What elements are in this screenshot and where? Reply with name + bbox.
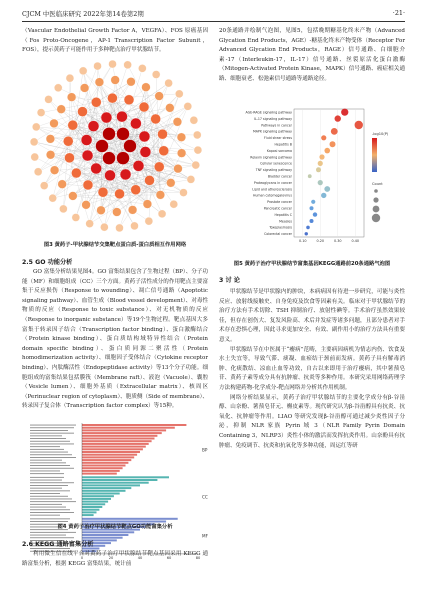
network-node bbox=[37, 109, 45, 117]
section-2-5-heading: 2.5 GO 功能分析 bbox=[22, 259, 73, 266]
network-node bbox=[98, 187, 108, 197]
go-bar bbox=[82, 503, 105, 505]
network-node bbox=[50, 119, 59, 128]
network-node bbox=[103, 127, 116, 140]
go-bar bbox=[82, 531, 134, 533]
go-term-label bbox=[30, 457, 76, 458]
go-term-label bbox=[30, 435, 62, 436]
go-bar bbox=[82, 465, 126, 467]
go-term-label bbox=[30, 446, 60, 447]
go-term-label bbox=[30, 490, 70, 491]
kegg-pathway-label: Human cytomegalovirus bbox=[253, 193, 292, 198]
network-edge bbox=[41, 102, 96, 112]
go-term-label bbox=[30, 449, 64, 450]
network-node bbox=[145, 217, 153, 225]
go-bar bbox=[82, 470, 120, 472]
go-group-label: CC bbox=[202, 494, 208, 500]
network-node bbox=[86, 220, 94, 228]
go-bar bbox=[82, 427, 175, 429]
network-node bbox=[116, 111, 127, 122]
network-node bbox=[175, 90, 183, 98]
go-term-label bbox=[30, 496, 68, 497]
paragraph: GO 富集分析结果见图4。GO 富集结果包含了生物过程（BP）、分子功能（MF）和细胞组成（CC）三个方面。黄药子活性成分的作用靶点主要富集于反应损伤（Response to wounding）、凋亡信号通路（Apoptotic signaling pathway）、血管生成（Blood vessel development）、对毒性物质的反应（Response to toxic substance）、对无机物质的反应（Response to inorganic substance）等19个生物过程。靶点基因大多富集于转录因子结合（Transcription factor binding）、蛋白激酶结合（Protein kinase binding）、蛋白质结构域特异性结合（Protein domain specific binding）、蛋白质同源二聚活性（Protein homodimerization activity）、细胞因子受体结合（Cytokine receptor binding）、内肽酶活性（Endopeptidase activity）等13个分子功能。细胞组成的富集结果包括膜筏（Membrane raft）、液泡（Vacuole）、囊腔（Vesicle lumen）、细胞外基质（Extracellular matrix）、核周区（Perinuclear region of cytoplasm）、胞质侧（Side of membrane）、转录因子复合体（Transcription factor complex）等15种。 bbox=[22, 269, 208, 410]
network-node bbox=[155, 92, 164, 101]
go-term-label bbox=[30, 499, 72, 500]
go-bar bbox=[82, 443, 149, 445]
network-node bbox=[117, 152, 130, 165]
kegg-bubble bbox=[318, 161, 323, 166]
go-term-label bbox=[30, 460, 62, 461]
network-node bbox=[32, 123, 40, 131]
journal-header: CJCM 中医临床研究 2022年第14卷第2期 bbox=[22, 10, 144, 18]
kegg-size-legend-dot bbox=[373, 197, 378, 202]
network-node bbox=[165, 79, 173, 87]
go-bar bbox=[82, 462, 128, 464]
paragraph: 甲状腺结节是甲状腺内的肿块，本病病因有待进一步研究，可能与炎性反应、放射线接触史、自身免疫及饮食等因素有关。临床对于甲状腺结节的治疗方法有手术切除、TSH 抑制治疗、放射性碘等。手术治疗虽然效果较佳，但存在创伤大、复发风险高、术后并发症等诸多问题，且部分患者对手术存在恐惧心理，因此寻求更加安全、有效、副作用小的治疗方法具有重要意义。 bbox=[219, 289, 405, 343]
go-term-label bbox=[30, 444, 74, 445]
kegg-bubble bbox=[324, 148, 330, 154]
network-node bbox=[117, 127, 130, 140]
network-node bbox=[177, 133, 186, 142]
network-node bbox=[159, 146, 169, 156]
network-node bbox=[192, 161, 200, 169]
go-term-label bbox=[30, 473, 64, 474]
go-bar bbox=[82, 446, 146, 448]
kegg-bubble bbox=[321, 135, 326, 140]
kegg-pathway-label: Bladder cancer bbox=[267, 174, 292, 179]
network-node bbox=[158, 210, 166, 218]
network-node bbox=[83, 180, 93, 190]
go-term-label bbox=[30, 532, 76, 533]
network-node bbox=[120, 169, 131, 180]
kegg-pathway-label: Pancreatic cancer bbox=[263, 206, 292, 211]
network-node bbox=[103, 152, 116, 165]
go-group-label: BP bbox=[202, 447, 208, 453]
network-node bbox=[63, 136, 73, 146]
network-node bbox=[30, 138, 38, 146]
go-term-label bbox=[30, 430, 68, 431]
go-bar bbox=[82, 534, 128, 536]
kegg-bubble bbox=[341, 109, 348, 116]
network-node bbox=[45, 95, 53, 103]
go-term-label bbox=[30, 504, 62, 505]
go-term-label bbox=[30, 465, 70, 466]
go-x-tick: 40 bbox=[137, 555, 143, 560]
go-term-label bbox=[30, 482, 74, 483]
go-bar bbox=[82, 456, 134, 458]
go-term-label bbox=[30, 509, 70, 510]
network-node bbox=[88, 121, 99, 132]
network-node bbox=[133, 160, 144, 171]
network-node bbox=[101, 112, 112, 123]
go-bar bbox=[82, 493, 120, 495]
go-term-label bbox=[30, 427, 74, 428]
kegg-pathway-label: Measles bbox=[279, 219, 292, 224]
go-bar bbox=[82, 514, 94, 516]
go-bar bbox=[82, 479, 157, 481]
kegg-color-legend-title: -log10(P) bbox=[372, 132, 389, 136]
kegg-bubble bbox=[305, 232, 308, 235]
page-number: ·21· bbox=[392, 9, 405, 17]
network-node bbox=[131, 185, 141, 195]
go-term-label bbox=[30, 477, 64, 478]
kegg-pathway-label: Prostate cancer bbox=[267, 200, 292, 205]
go-term-label bbox=[30, 425, 76, 426]
kegg-bubble bbox=[330, 141, 336, 147]
go-bar bbox=[82, 495, 114, 497]
go-bar bbox=[82, 482, 149, 484]
kegg-pathway-label: Toxoplasmosis bbox=[269, 225, 292, 230]
network-edge bbox=[110, 175, 171, 182]
paragraph: 利用微生信在线平台对黄药子治疗甲状腺结节靶点基因采用 KEGG 通路富集分析，根据 KEGG 富集结果，统计前 bbox=[22, 551, 208, 567]
network-node bbox=[82, 200, 91, 209]
go-bar bbox=[82, 440, 152, 442]
network-node bbox=[96, 140, 109, 153]
kegg-pathway-label: TNF signaling pathway bbox=[255, 168, 292, 173]
network-node bbox=[57, 105, 66, 114]
network-node bbox=[72, 213, 80, 221]
kegg-x-tick: 0.40 bbox=[351, 239, 360, 243]
kegg-x-tick: 0.20 bbox=[316, 239, 325, 243]
go-bar bbox=[82, 467, 123, 469]
go-bar bbox=[82, 424, 186, 426]
go-term-label bbox=[30, 512, 74, 513]
kegg-pathway-label: Relaxin signaling pathway bbox=[250, 155, 292, 160]
network-node bbox=[95, 78, 104, 87]
network-node bbox=[154, 162, 164, 172]
go-bar bbox=[82, 511, 97, 513]
paragraph: 20条通路并绘制气泡图，见图5，包括晚期糖基化终末产物（Advanced Glycation End Products，AGE）-糖基化终末产物受体（Receptor For Advanced Glycation End Products，RAGE）信号通路、白细胞介素-17（Interleukin-17，IL-17）信号通路、丝裂原活化蛋白激酶（Mitogen-Activated Protein Kinase，MAPK）信号通路、癌症相关通路、细胞衰老、松弛素信号通路等通路途径。 bbox=[219, 28, 405, 82]
section-3-heading: 3 讨 论 bbox=[219, 277, 240, 284]
go-term-label bbox=[30, 488, 62, 489]
go-term-label bbox=[30, 452, 68, 453]
network-node bbox=[64, 153, 74, 163]
network-node bbox=[80, 84, 89, 93]
network-node bbox=[115, 189, 125, 199]
go-x-tick: 60 bbox=[166, 555, 172, 560]
paragraph: 网络分析结果显示，黄药子治疗甲状腺结节的主要化学成分有β-谷甾醇、山奈酚、薯蓣皂苷元、槲皮素等。现代研究认为β-谷甾醇具有抗炎、抗氧化、抗肿瘤等作用。LIAO 等研究发现β-谷甾醇可通过减少炎性因子分泌，抑制 NLR 家族 Pyrin 域 3（NLR Family Pyrin Domain Containing 3，NLRP3）炎性小体的激活而发挥抗炎作用。山奈酚具有抗肿瘤、免疫调节、抗炎和抗氧化等多种功能，周运红等研 bbox=[219, 394, 405, 449]
network-node bbox=[142, 83, 151, 92]
network-node bbox=[77, 107, 87, 117]
network-edge bbox=[83, 71, 93, 126]
go-bar bbox=[82, 454, 137, 456]
kegg-bubble bbox=[331, 128, 338, 135]
figure-5-caption: 图5 黄药子治疗甲状腺结节富集基因KEGG通路前20条通路气泡图 bbox=[233, 261, 391, 267]
network-node bbox=[130, 118, 141, 129]
go-term-label bbox=[30, 468, 74, 469]
kegg-bubble bbox=[324, 186, 330, 192]
go-term-label bbox=[30, 438, 66, 439]
network-node bbox=[112, 208, 121, 217]
network-node bbox=[40, 182, 48, 190]
go-bar bbox=[82, 432, 162, 434]
kegg-bubble bbox=[311, 200, 315, 204]
network-node bbox=[105, 170, 116, 181]
go-bar bbox=[82, 429, 166, 431]
go-term-label bbox=[30, 518, 70, 519]
kegg-pathway-label: AGE-RAGE signaling pathway bbox=[245, 110, 292, 115]
go-bar bbox=[82, 509, 99, 511]
go-bar bbox=[82, 501, 108, 503]
kegg-bubble bbox=[319, 154, 324, 159]
kegg-pathway-label: Cellular senescence bbox=[260, 161, 292, 166]
go-bar bbox=[82, 451, 140, 453]
figure-4-caption: 图4 黄药子治疗甲状腺结节靶点GO功能富集分析 bbox=[57, 524, 173, 530]
kegg-bubble bbox=[306, 226, 310, 230]
network-node bbox=[158, 129, 168, 139]
kegg-color-bar bbox=[372, 138, 377, 172]
go-bar bbox=[82, 476, 169, 478]
network-node bbox=[130, 222, 138, 230]
network-node bbox=[46, 134, 55, 143]
kegg-x-tick: 0.30 bbox=[333, 239, 342, 243]
network-node bbox=[46, 150, 55, 159]
network-node bbox=[79, 67, 87, 75]
kegg-pathway-label: Hepatitis C bbox=[274, 212, 292, 217]
paragraph: 甲状腺结节在中医属于“瘿病”范畴，主要病因病机为情志内伤、饮食及水土失宜等，导致气滞、痰凝、血瘀结于颈前而发病。黄药子具有解毒消肿、化痰散结、凉血止血等功效，自古以来即用于治疗瘿病，其中薯蓣皂苷、黄药子素等成分具有抗肿瘤、抗炎等多种作用。本研究采用网络药理学方法构建药物-化学成分-靶点网络并分析其作用机制。 bbox=[219, 346, 405, 391]
go-term-label bbox=[30, 535, 66, 536]
kegg-pathway-label: Pathways in cancer bbox=[261, 123, 292, 128]
network-node bbox=[71, 168, 81, 178]
kegg-bubble bbox=[316, 167, 321, 172]
go-term-label bbox=[30, 480, 62, 481]
network-node bbox=[124, 95, 134, 105]
go-x-tick: 20 bbox=[108, 555, 114, 560]
network-node bbox=[68, 120, 78, 130]
network-node bbox=[58, 180, 67, 189]
ppi-network-figure bbox=[28, 58, 204, 234]
go-analysis-text bbox=[22, 268, 208, 412]
network-node bbox=[170, 200, 178, 208]
kegg-pathway-label: Fluid shear stress bbox=[263, 136, 292, 141]
network-node bbox=[81, 135, 92, 146]
network-node bbox=[143, 200, 152, 209]
right-intro-text bbox=[219, 27, 405, 85]
discussion-text bbox=[219, 288, 405, 451]
network-node bbox=[151, 114, 161, 124]
network-node bbox=[59, 205, 67, 213]
kegg-bubble bbox=[313, 212, 317, 216]
kegg-pathway-label: Proteoglycans in cancer bbox=[253, 180, 292, 185]
go-bar bbox=[82, 459, 131, 461]
network-node bbox=[109, 60, 117, 68]
go-bar bbox=[82, 506, 102, 508]
kegg-pathway-label: MAPK signaling pathway bbox=[252, 129, 292, 134]
kegg-bubble bbox=[335, 115, 341, 121]
go-x-tick: 0 bbox=[80, 555, 84, 560]
network-node bbox=[50, 166, 59, 175]
go-bar bbox=[82, 484, 140, 486]
network-node bbox=[31, 153, 39, 161]
kegg-size-legend-dot bbox=[374, 189, 378, 193]
network-node bbox=[124, 140, 137, 153]
go-term-label bbox=[30, 485, 68, 486]
kegg-size-legend-dot bbox=[373, 206, 380, 213]
network-node bbox=[82, 150, 93, 161]
network-node bbox=[138, 64, 146, 72]
go-term-label bbox=[30, 471, 60, 472]
network-node bbox=[91, 97, 101, 107]
go-bar bbox=[82, 435, 157, 437]
network-node bbox=[115, 224, 123, 232]
network-node bbox=[34, 168, 42, 176]
network-node bbox=[97, 206, 106, 215]
network-node bbox=[156, 190, 165, 199]
network-node bbox=[111, 76, 120, 85]
go-term-label bbox=[30, 515, 60, 516]
kegg-bubble bbox=[310, 219, 314, 223]
go-bar bbox=[82, 498, 111, 500]
network-node bbox=[49, 194, 57, 202]
go-term-label bbox=[30, 493, 60, 494]
network-node bbox=[194, 146, 202, 154]
kegg-bubble-figure bbox=[224, 103, 402, 255]
go-bar bbox=[82, 518, 178, 520]
go-term-label bbox=[30, 548, 70, 549]
network-node bbox=[100, 223, 108, 231]
network-node bbox=[66, 74, 74, 82]
kegg-plot-frame bbox=[294, 109, 364, 237]
kegg-pathway-label: IL-17 signaling pathway bbox=[254, 116, 292, 121]
network-node bbox=[193, 131, 201, 139]
kegg-pathway-label: Hepatitis B bbox=[274, 142, 292, 147]
kegg-analysis-text bbox=[22, 550, 208, 569]
kegg-bubble bbox=[310, 206, 314, 210]
kegg-bubble bbox=[318, 180, 323, 185]
go-bar bbox=[82, 438, 155, 440]
go-term-label bbox=[30, 454, 72, 455]
network-node bbox=[124, 61, 132, 69]
header-rule bbox=[22, 21, 405, 22]
go-bar bbox=[82, 473, 117, 475]
network-node bbox=[184, 102, 192, 110]
network-node bbox=[174, 164, 183, 173]
paragraph: （Vascular Endothelial Growth Factor A，VEGFA）、FOS 原癌基因（Fos Proto-Oncogene，AP-1 Transcription Factor Subunit，FOS），提示黄药子可能作用于多种靶点治疗甲状腺结节。 bbox=[22, 28, 208, 54]
go-bar bbox=[82, 448, 143, 450]
network-node bbox=[165, 103, 174, 112]
go-x-tick: 80 bbox=[195, 555, 201, 560]
kegg-pathway-label: Lipid and atherosclerosis bbox=[252, 187, 292, 192]
kegg-size-legend-title: Count bbox=[372, 182, 383, 186]
network-node bbox=[179, 189, 187, 197]
go-term-label bbox=[30, 433, 74, 434]
go-term-label bbox=[30, 441, 70, 442]
section-2-6-heading: 2.6 KEGG 通路富集分析 bbox=[22, 541, 94, 548]
kegg-bubble bbox=[308, 174, 312, 178]
network-node bbox=[94, 62, 102, 70]
go-term-label bbox=[30, 462, 66, 463]
figure-3-caption: 图3 黄药子-甲状腺结节交集靶点蛋白质-蛋白质相互作用网络 bbox=[43, 242, 187, 248]
network-node bbox=[190, 116, 198, 124]
go-term-label bbox=[30, 507, 66, 508]
network-node bbox=[177, 149, 186, 158]
network-node bbox=[67, 93, 76, 102]
network-node bbox=[54, 84, 62, 92]
go-term-label bbox=[30, 501, 76, 502]
network-node bbox=[139, 131, 150, 142]
go-bar bbox=[82, 487, 131, 489]
network-node bbox=[187, 175, 195, 183]
network-node bbox=[107, 93, 117, 103]
kegg-bubble bbox=[355, 121, 363, 129]
network-edge bbox=[44, 141, 68, 185]
network-node bbox=[145, 175, 155, 185]
network-node bbox=[173, 117, 182, 126]
go-bar bbox=[82, 490, 126, 492]
network-node bbox=[166, 178, 175, 187]
kegg-pathway-label: Kaposi sarcoma bbox=[266, 148, 292, 153]
left-intro-text bbox=[22, 27, 208, 56]
network-node bbox=[139, 102, 149, 112]
kegg-size-legend-dot bbox=[372, 214, 380, 222]
kegg-x-tick: 0.10 bbox=[298, 239, 307, 243]
network-node bbox=[127, 77, 136, 86]
network-node bbox=[68, 192, 77, 201]
network-node bbox=[128, 205, 137, 214]
network-node bbox=[91, 163, 102, 174]
kegg-pathway-label: Colorectal cancer bbox=[264, 232, 292, 237]
kegg-bubble bbox=[321, 193, 326, 198]
network-node bbox=[152, 71, 160, 79]
network-node bbox=[140, 146, 151, 157]
go-group-label: MF bbox=[202, 533, 209, 539]
